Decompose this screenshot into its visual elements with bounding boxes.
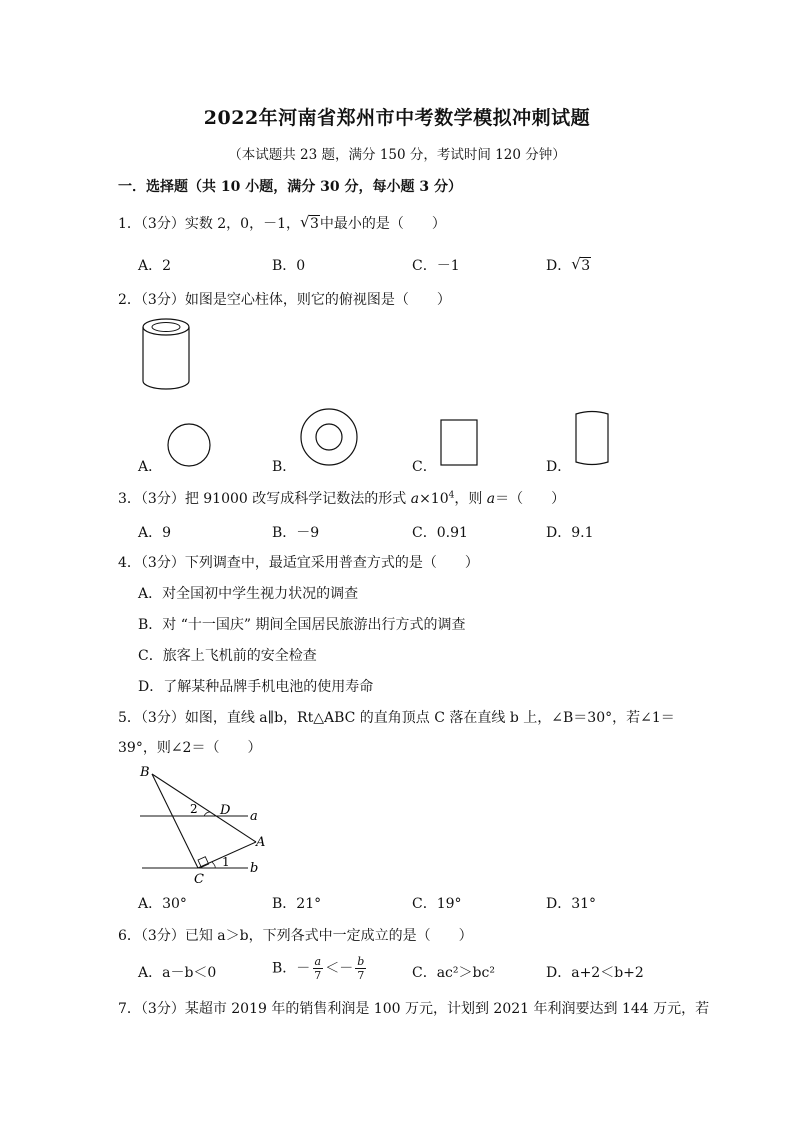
option-a-circle-figure xyxy=(164,420,214,470)
sqrt-symbol: √ 3 xyxy=(571,255,591,274)
q4-option-a: A．对全国初中学生视力状况的调查 xyxy=(138,586,359,602)
q6-option-d: D．a+2＜b+2 xyxy=(546,965,644,981)
angle-2-label: 2 xyxy=(190,802,198,816)
point-c-label: C xyxy=(194,872,204,887)
section-heading: 一．选择题（共 10 小题，满分 30 分，每小题 3 分） xyxy=(118,179,462,195)
q1-option-b: B．0 xyxy=(272,258,306,274)
q2-option-a: A． xyxy=(138,459,163,475)
question-1 xyxy=(118,213,446,233)
option-c-rectangle-figure xyxy=(438,417,480,469)
q1-option-a: A．2 xyxy=(138,258,172,274)
question-6: 6．（3分）已知 a＞b，下列各式中一定成立的是（ ） xyxy=(118,928,473,944)
angle-1-label: 1 xyxy=(222,855,230,869)
q2-option-b: B． xyxy=(272,459,297,475)
question-3: 3．（3分）把 91000 改写成科学记数法的形式 $a\times 10^4$，则 a＝（ ） xyxy=(118,490,566,507)
q4-option-d: D．了解某种品牌手机电池的使用寿命 xyxy=(138,679,374,695)
page-title: 2022年河南省郑州市中考数学模拟冲刺试题 xyxy=(203,107,591,129)
q5-option-b: B．21° xyxy=(272,896,322,912)
q6-option-c: C．ac²＞bc² xyxy=(412,965,495,981)
option-d-curved-rectangle-figure xyxy=(572,408,614,470)
q1-suffix: 中最小的是（ ） xyxy=(319,216,446,232)
parallel-lines-triangle-figure xyxy=(134,762,274,887)
hollow-cylinder-figure xyxy=(138,315,198,395)
question-5-line-1: 5．（3分）如图，直线 a∥b，Rt△ABC 的直角顶点 C 落在直线 b 上，∠B＝30°，若∠1＝ xyxy=(118,710,675,726)
q2-option-d: D． xyxy=(546,459,572,475)
q4-option-c: C．旅客上飞机前的安全检查 xyxy=(138,648,317,664)
q1-option-c: C．－1 xyxy=(412,258,460,274)
q3-option-d: D．9.1 xyxy=(546,525,594,541)
q2-option-c: C． xyxy=(412,459,437,475)
q5-option-a: A．30° xyxy=(138,896,187,912)
exam-info: （本试题共 23 题，满分 150 分，考试时间 120 分钟） xyxy=(228,147,566,163)
question-2: 2．（3分）如图是空心柱体，则它的俯视图是（ ） xyxy=(118,292,451,308)
question-7: 7．（3分）某超市 2019 年的销售利润是 100 万元，计划到 2021 年利润要达到 144 万元，若 xyxy=(118,1001,710,1017)
question-5-line-2: 39°，则∠2＝（ ） xyxy=(118,740,262,756)
q5-option-c: C．19° xyxy=(412,896,462,912)
point-b-label: B xyxy=(140,765,150,780)
q1-option-d: D． √ 3 xyxy=(546,255,591,274)
sqrt-symbol: √ 3 xyxy=(300,213,319,232)
q1-prefix: 1．（3分）实数 2，0，－1， xyxy=(118,216,300,232)
q6-option-a: A．a－b＜0 xyxy=(138,965,217,981)
q3-option-c: C．0.91 xyxy=(412,525,468,541)
q3-option-b: B．－9 xyxy=(272,525,320,541)
point-d-label: D xyxy=(220,803,231,818)
line-b-label: b xyxy=(250,861,259,876)
option-b-ring-figure xyxy=(297,405,361,469)
point-a-label: A xyxy=(256,835,266,850)
q4-option-b: B．对 “十一国庆” 期间全国居民旅游出行方式的调查 xyxy=(138,617,466,633)
question-4: 4．（3分）下列调查中，最适宜采用普查方式的是（ ） xyxy=(118,555,479,571)
q6-option-b: B．－ $\frac{a}{7}$ ＜－ $\frac{b}{7}$ xyxy=(272,955,365,982)
q5-option-d: D．31° xyxy=(546,896,597,912)
q3-option-a: A．9 xyxy=(138,525,172,541)
line-a-label: a xyxy=(250,809,258,824)
